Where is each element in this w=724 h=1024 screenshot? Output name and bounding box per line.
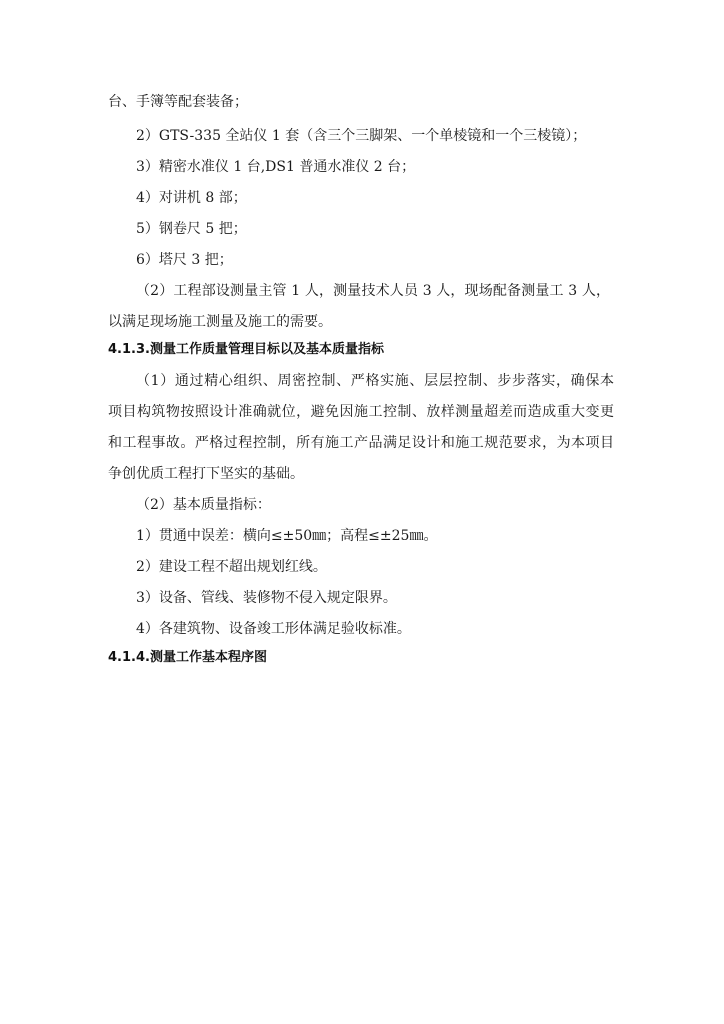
equipment-item-6: 6）塔尺 3 把； — [136, 252, 233, 268]
quality-indicator-4: 4）各建筑物、设备竣工形体满足验收标准。 — [136, 621, 411, 637]
quality-indicators-title: （2）基本质量指标： — [136, 497, 271, 513]
section-heading-4-1-3: 4.1.3.测量工作质量管理目标以及基本质量指标 — [108, 342, 384, 357]
equipment-item-2: 2）GTS-335 全站仪 1 套（含三个三脚架、一个单棱镜和一个三棱镜）； — [136, 128, 587, 144]
section-heading-4-1-4: 4.1.4.测量工作基本程序图 — [108, 650, 267, 665]
staff-paragraph-line-1: （2）工程部设测量主管 1 人，测量技术人员 3 人，现场配备测量工 3 人， — [136, 283, 610, 299]
equipment-continuation: 台、手簿等配套装备； — [108, 94, 248, 110]
equipment-item-4: 4）对讲机 8 部； — [136, 190, 247, 206]
quality-goal-line-2: 项目构筑物按照设计准确就位，避免因施工控制、放样测量超差而造成重大变更 — [108, 404, 614, 420]
equipment-item-3: 3）精密水准仪 1 台,DS1 普通水准仪 2 台； — [136, 159, 416, 175]
quality-indicator-1: 1）贯通中误差：横向≤±50㎜；高程≤±25㎜。 — [136, 528, 438, 544]
quality-indicator-3: 3）设备、管线、装修物不侵入规定限界。 — [136, 590, 397, 606]
quality-indicator-2: 2）建设工程不超出规划红线。 — [136, 559, 327, 575]
quality-goal-line-4: 争创优质工程打下坚实的基础。 — [108, 466, 304, 482]
staff-paragraph-line-2: 以满足现场施工测量及施工的需要。 — [108, 314, 332, 330]
equipment-item-5: 5）钢卷尺 5 把； — [136, 221, 247, 237]
quality-goal-line-3: 和工程事故。严格过程控制，所有施工产品满足设计和施工规范要求，为本项目 — [108, 435, 614, 451]
quality-goal-line-1: （1）通过精心组织、周密控制、严格实施、层层控制、步步落实，确保本 — [136, 373, 614, 389]
